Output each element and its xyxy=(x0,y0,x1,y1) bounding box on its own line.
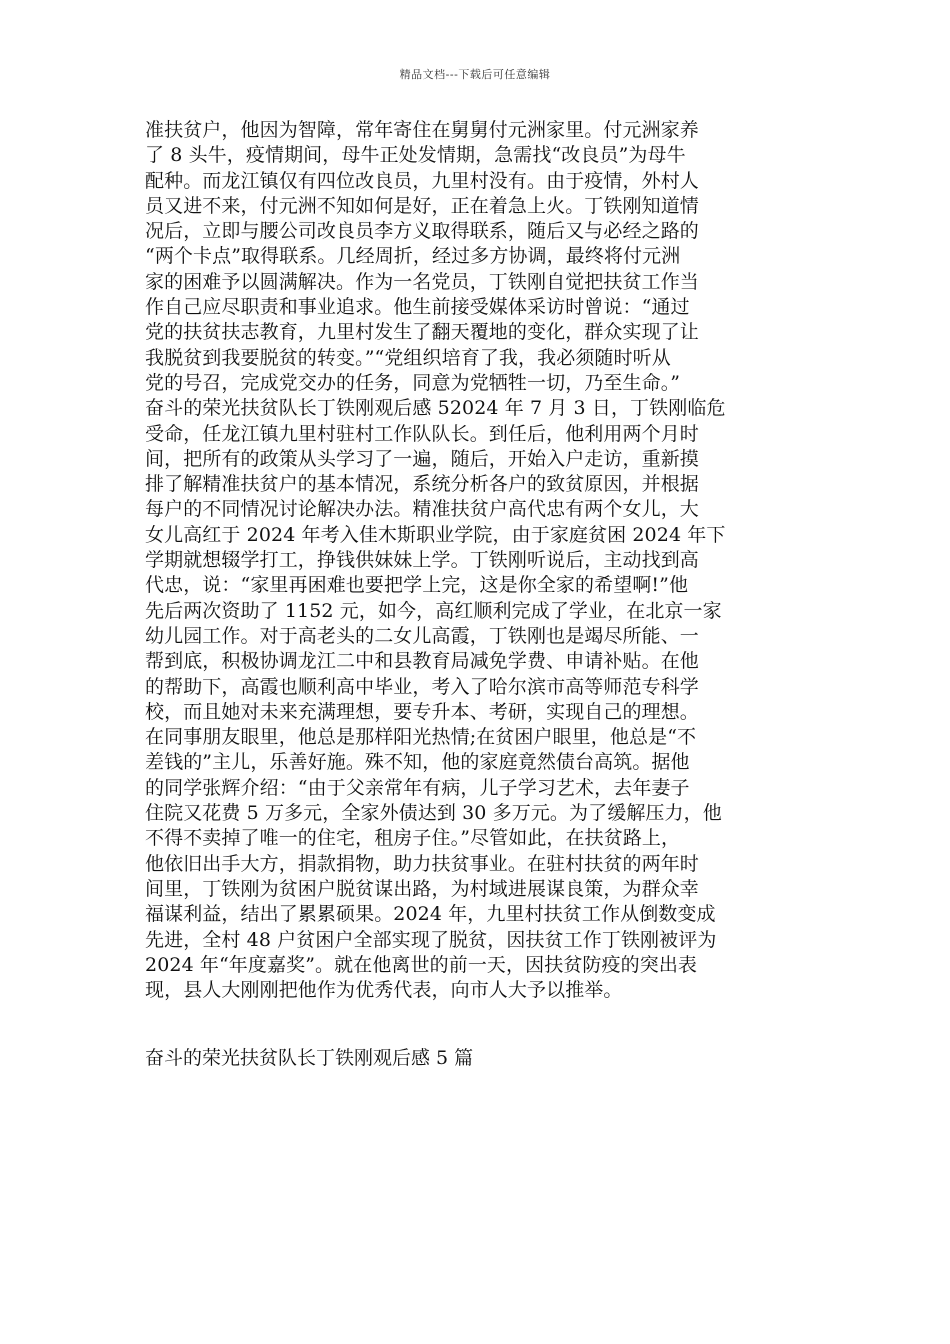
body-line: 在同事朋友眼里，他总是那样阳光热情;在贫困户眼里，他总是“不 xyxy=(145,726,697,749)
body-line: 现，县人大刚刚把他作为优秀代表，向市人大予以推举。 xyxy=(145,979,623,1002)
body-line: 帮到底，积极协调龙江二中和县教育局减免学费、申请补贴。在他 xyxy=(145,650,699,673)
body-line: 况后，立即与腰公司改良员李方义取得联系，随后又与必经之路的 xyxy=(145,220,699,243)
body-line: 党的扶贫扶志教育，九里村发生了翻天覆地的变化，群众实现了让 xyxy=(145,321,699,344)
body-line: 间，把所有的政策从头学习了一遍，随后，开始入户走访，重新摸 xyxy=(145,447,699,470)
body-line: 员又进不来，付元洲不知如何是好，正在着急上火。丁铁刚知道情 xyxy=(145,194,699,217)
document-body xyxy=(145,118,805,1003)
body-line: 幼儿园工作。对于高老头的二女儿高霞，丁铁刚也是竭尽所能、一 xyxy=(145,624,699,647)
body-line: 先进，全村 48 户贫困户全部实现了脱贫，因扶贫工作丁铁刚被评为 xyxy=(145,928,717,951)
body-line: 女儿高红于 2024 年考入佳木斯职业学院，由于家庭贫困 2024 年下 xyxy=(145,523,726,546)
body-line: 配种。而龙江镇仅有四位改良员，九里村没有。由于疫情，外村人 xyxy=(145,169,699,192)
body-line: 校，而且她对未来充满理想，要专升本、考研，实现自己的理想。 xyxy=(145,700,699,723)
body-line: 准扶贫户，他因为智障，常年寄住在舅舅付元洲家里。付元洲家养 xyxy=(145,119,699,141)
body-line: 作自己应尽职责和事业追求。他生前接受媒体采访时曾说：“通过 xyxy=(145,296,690,319)
body-line: “两个卡点”取得联系。几经周折，经过多方协调，最终将付元洲 xyxy=(145,245,681,268)
body-line: 先后两次资助了 1152 元，如今，高红顺利完成了学业，在北京一家 xyxy=(145,599,722,622)
body-line: 间里，丁铁刚为贫困户脱贫谋出路，为村域进展谋良策，为群众幸 xyxy=(145,877,699,900)
body-line: 差钱的”主儿，乐善好施。殊不知，他的家庭竟然债台高筑。据他 xyxy=(145,751,690,774)
body-line: 排了解精准扶贫户的基本情况，系统分析各户的致贫原因，并根据 xyxy=(145,473,699,496)
body-line: 党的号召，完成党交办的任务，同意为党牺牲一切，乃至生命。” xyxy=(145,371,681,394)
body-line: 我脱贫到我要脱贫的转变。”“党组织培育了我，我必须随时听从 xyxy=(145,346,671,369)
body-line: 的帮助下，高霞也顺利高中毕业，考入了哈尔滨市高等师范专科学 xyxy=(145,675,699,698)
body-line: 受命，任龙江镇九里村驻村工作队队长。到任后，他利用两个月时 xyxy=(145,422,699,445)
body-line: 的同学张辉介绍：“由于父亲常年有病，儿子学习艺术，去年妻子 xyxy=(145,776,690,799)
body-line: 每户的不同情况讨论解决办法。精准扶贫户高代忠有两个女儿，大 xyxy=(145,498,699,521)
body-line: 住院又花费 5 万多元，全家外债达到 30 多万元。为了缓解压力，他 xyxy=(145,802,722,825)
body-line: 不得不卖掉了唯一的住宅，租房子住。”尽管如此，在扶贫路上， xyxy=(145,827,681,850)
page-header: 精品文档---下载后可任意编辑 xyxy=(399,68,551,81)
body-line: 了 8 头牛，疫情期间，母牛正处发情期，急需找“改良员”为母牛 xyxy=(145,144,686,167)
body-line: 家的困难予以圆满解决。作为一名党员，丁铁刚自觉把扶贫工作当 xyxy=(145,270,699,293)
body-line: 学期就想辍学打工，挣钱供妹妹上学。丁铁刚听说后，主动找到高 xyxy=(145,549,699,572)
body-line: 2024 年“年度嘉奖”。就在他离世的前一天，因扶贫防疫的突出表 xyxy=(145,953,698,976)
body-line: 福谋利益，结出了累累硕果。2024 年，九里村扶贫工作从倒数变成 xyxy=(145,903,716,926)
body-line: 代忠，说：“家里再困难也要把学上完，这是你全家的希望啊!”他 xyxy=(145,574,689,597)
body-line: 奋斗的荣光扶贫队长丁铁刚观后感 52024 年 7 月 3 日，丁铁刚临危 xyxy=(145,397,726,420)
document-title: 奋斗的荣光扶贫队长丁铁刚观后感 5 篇 xyxy=(145,1047,474,1069)
body-line: 他依旧出手大方，捐款捐物，助力扶贫事业。在驻村扶贫的两年时 xyxy=(145,852,699,875)
